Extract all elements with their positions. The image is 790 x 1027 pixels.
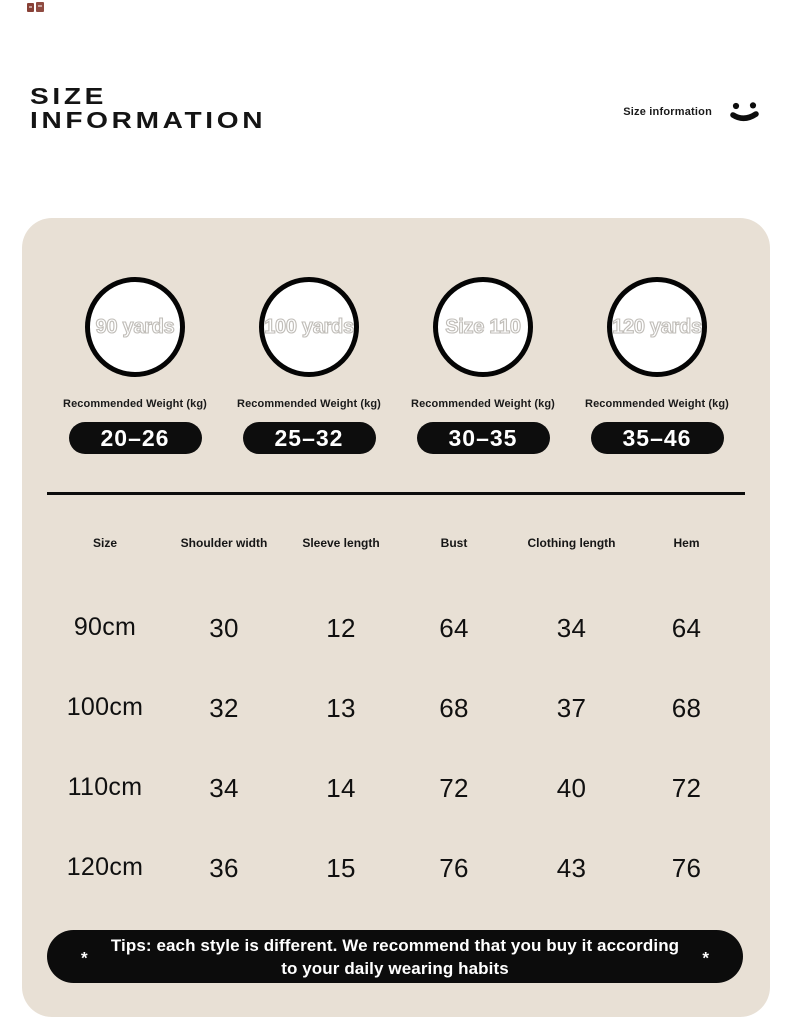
weight-label-110: Recommended Weight (kg) — [411, 398, 555, 410]
cell-size: 120cm — [66, 853, 144, 881]
cell-bust: 72 — [439, 773, 469, 803]
table-row-100cm — [49, 693, 743, 724]
weight-label-90: Recommended Weight (kg) — [63, 398, 207, 410]
cell-sleeve-length: 14 — [326, 773, 356, 803]
size-circle-110 — [433, 277, 533, 377]
size-option-110 — [396, 277, 570, 454]
weight-range-90: 20–26 — [69, 422, 202, 454]
red-stamp-mark-icon — [27, 2, 45, 14]
cell-sleeve-length: 12 — [326, 613, 356, 643]
tips-text: Tips: each style is different. We recommend that you buy it according to your daily wearing habits — [110, 935, 680, 978]
weight-range-120: 35–46 — [591, 422, 724, 454]
cell-shoulder-width: 32 — [209, 693, 239, 723]
cell-bust: 76 — [439, 853, 469, 883]
col-header-hem: Hem — [673, 536, 700, 550]
cell-bust: 68 — [439, 693, 469, 723]
cell-sleeve-length: 13 — [326, 693, 356, 723]
cell-sleeve-length: 15 — [326, 853, 356, 883]
cell-hem: 68 — [671, 693, 702, 723]
size-circle-120 — [607, 277, 707, 377]
size-circle-90-label: 90 yards — [95, 315, 175, 338]
table-row-120cm — [49, 853, 743, 884]
smiley-face-icon — [729, 100, 761, 126]
cell-clothing-length: 43 — [556, 853, 587, 883]
size-option-90 — [48, 277, 222, 454]
col-header-bust: Bust — [440, 536, 468, 550]
col-header-sleeve-length: Sleeve length — [302, 536, 380, 550]
weight-label-120: Recommended Weight (kg) — [585, 398, 729, 410]
size-circle-90 — [85, 277, 185, 377]
tips-right-asterisk: * — [702, 948, 709, 968]
cell-clothing-length: 34 — [556, 613, 587, 643]
cell-hem: 64 — [671, 613, 702, 643]
tips-banner — [47, 930, 743, 983]
weight-range-110: 30–35 — [417, 422, 550, 454]
header-right-label: Size information — [623, 106, 712, 118]
cell-bust: 64 — [439, 613, 469, 643]
col-header-shoulder-width: Shoulder width — [180, 536, 268, 550]
cell-clothing-length: 37 — [556, 693, 587, 723]
table-divider — [47, 492, 745, 495]
page-title — [30, 84, 266, 132]
size-option-120 — [570, 277, 744, 454]
cell-hem: 72 — [671, 773, 702, 803]
weight-label-100: Recommended Weight (kg) — [237, 398, 381, 410]
size-table-header-row — [49, 536, 743, 550]
size-circle-100-label: 100 yards — [264, 315, 354, 338]
size-circle-100 — [259, 277, 359, 377]
col-header-clothing-length: Clothing length — [527, 536, 616, 550]
cell-size: 110cm — [67, 773, 143, 801]
cell-size: 90cm — [73, 613, 137, 641]
size-circle-120-label: 120 yards — [612, 315, 702, 338]
page-title-line1: SIZE — [30, 83, 108, 109]
size-options-row — [22, 277, 770, 454]
table-row-110cm — [49, 773, 743, 804]
weight-range-100: 25–32 — [243, 422, 376, 454]
col-header-size: Size — [92, 536, 117, 550]
cell-clothing-length: 40 — [556, 773, 587, 803]
cell-shoulder-width: 34 — [209, 773, 239, 803]
size-option-100 — [222, 277, 396, 454]
size-info-card — [22, 218, 770, 1017]
page-title-line2: INFORMATION — [30, 107, 267, 133]
cell-shoulder-width: 30 — [209, 613, 239, 643]
cell-size: 100cm — [66, 693, 144, 721]
cell-hem: 76 — [671, 853, 702, 883]
table-row-90cm — [49, 613, 743, 644]
cell-shoulder-width: 36 — [209, 853, 239, 883]
size-circle-110-label: Size 110 — [445, 315, 521, 338]
tips-left-asterisk: * — [81, 948, 88, 968]
